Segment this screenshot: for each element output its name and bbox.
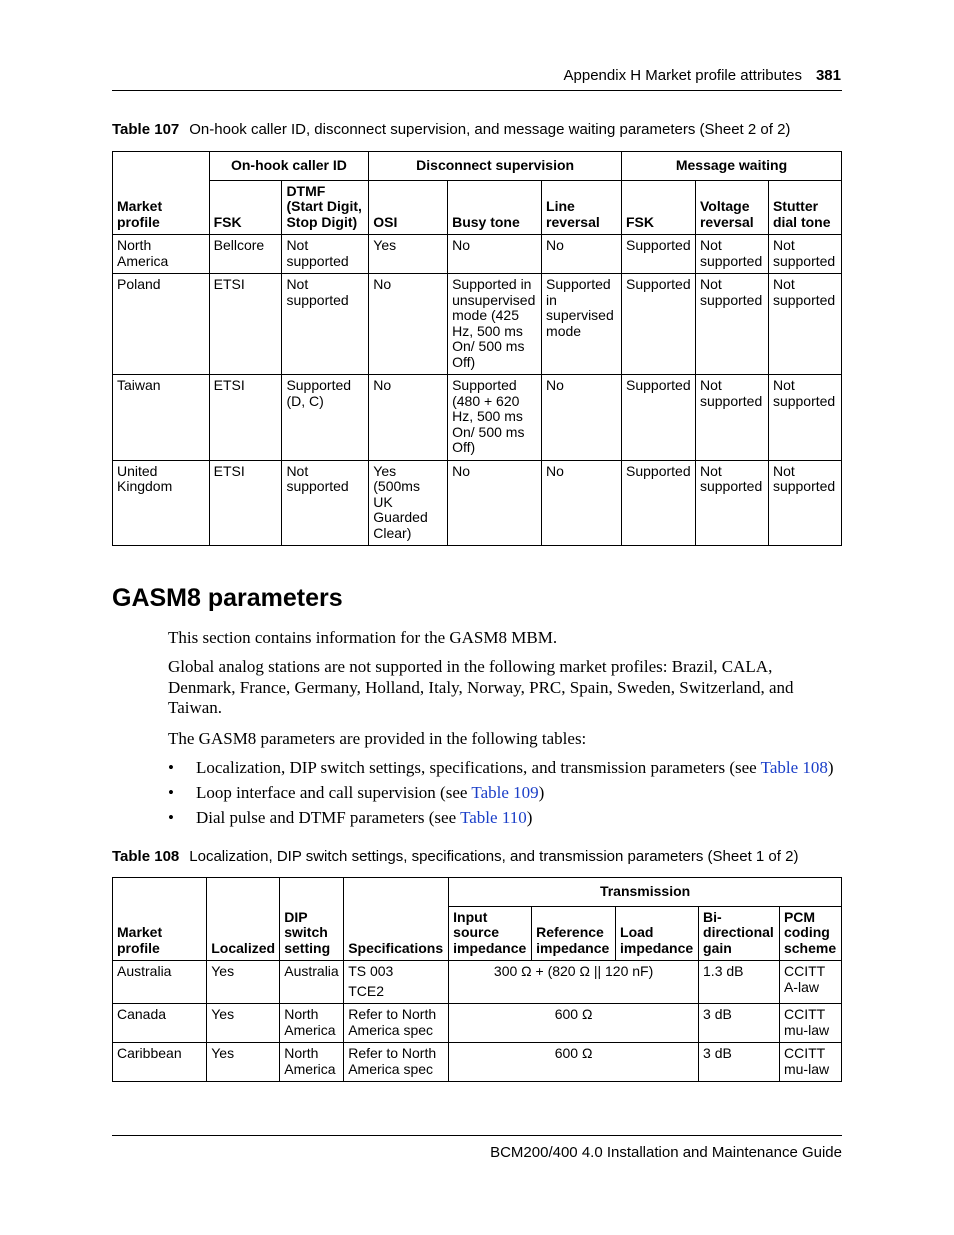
table-cell: Yes [207, 1043, 280, 1082]
list-item-text-after: ) [526, 808, 533, 827]
table-cell: Supported [622, 375, 696, 461]
table-cell: No [448, 460, 542, 546]
tables-intro-paragraph: The GASM8 parameters are provided in the following tables: [168, 729, 587, 748]
table-cell: Not supported [768, 274, 841, 375]
bullet-icon: • [168, 758, 174, 777]
col-header: Stutter dial tone [768, 180, 841, 235]
table-cell: Not supported [282, 274, 369, 375]
intro-paragraph: This section contains information for the GASM8 MBM. [168, 628, 558, 647]
table-cell: Yes [207, 961, 280, 1004]
table-cell: Canada [113, 1004, 207, 1043]
table-cell: Refer to North America spec [344, 1043, 449, 1082]
table-cell: CCITT mu-law [779, 1043, 841, 1082]
col-header: FSK [622, 180, 696, 235]
bullet-icon: • [168, 783, 174, 802]
table-cell: 1.3 dB [699, 961, 780, 1004]
list-item-text: Loop interface and call supervision (see [196, 783, 472, 802]
list-item-text-after: ) [538, 783, 545, 802]
table-107-label: Table 107 [112, 121, 180, 138]
table-cell: Supported (480 + 620 Hz, 500 ms On/ 500 ms Off) [448, 375, 542, 461]
table-cell: Taiwan [113, 375, 210, 461]
table-cell: United Kingdom [113, 460, 210, 546]
table-cell: Supported [622, 235, 696, 274]
table-cell: No [542, 460, 622, 546]
table-107-title: On-hook caller ID, disconnect supervision, and message waiting parameters (Sheet 2 of 2) [189, 121, 791, 138]
table-108-link[interactable]: Table 108 [760, 758, 828, 777]
col-header: PCM coding scheme [779, 906, 841, 961]
table-cell: 600 Ω [449, 1004, 699, 1043]
table-cell: No [542, 375, 622, 461]
list-item-text-after: ) [827, 758, 834, 777]
table-cell: Yes [369, 235, 448, 274]
col-header: FSK [209, 180, 282, 235]
list-item [168, 783, 544, 803]
table-row [113, 1043, 842, 1082]
table-cell: Poland [113, 274, 210, 375]
table-row [113, 961, 842, 1004]
table-cell: ETSI [209, 375, 282, 461]
table-cell: Supported in supervised mode [542, 274, 622, 375]
table-cell: Supported [622, 460, 696, 546]
section-heading: GASM8 parameters [112, 584, 343, 612]
table-cell: Not supported [695, 375, 768, 461]
list-item-text: Localization, DIP switch settings, specifications, and transmission parameters (see [196, 758, 761, 777]
table-cell: North America [280, 1043, 344, 1082]
spec-line: TCE2 [348, 982, 384, 999]
table-cell: Australia [280, 961, 344, 1004]
table-cell: Not supported [695, 460, 768, 546]
table-cell: Not supported [695, 274, 768, 375]
table-cell: 600 Ω [449, 1043, 699, 1082]
footer-title: BCM200/400 4.0 Installation and Maintenance Guide [490, 1144, 842, 1161]
col-header: Voltage reversal [695, 180, 768, 235]
table-107-header-row [113, 180, 842, 235]
table-110-link[interactable]: Table 110 [460, 808, 527, 827]
table-cell [344, 961, 449, 1004]
table-cell: 3 dB [699, 1043, 780, 1082]
col-header: Load impedance [616, 906, 699, 961]
table-cell: Supported in unsupervised mode (425 Hz, 500 ms On/ 500 ms Off) [448, 274, 542, 375]
table-cell: ETSI [209, 460, 282, 546]
table-cell: Refer to North America spec [344, 1004, 449, 1043]
table-107 [112, 151, 842, 546]
col-header: Bi-directional gain [699, 906, 780, 961]
footer-rule [112, 1135, 842, 1136]
table-cell: Not supported [768, 235, 841, 274]
col-header: Market profile [113, 152, 210, 235]
table-row [113, 375, 842, 461]
table-cell: Bellcore [209, 235, 282, 274]
col-header: Specifications [344, 878, 449, 961]
table-row [113, 235, 842, 274]
table-108-title: Localization, DIP switch settings, specifications, and transmission parameters (Sheet 1 of 2) [189, 848, 799, 865]
table-107-group-row [113, 152, 842, 181]
table-cell: Caribbean [113, 1043, 207, 1082]
table-cell: Not supported [282, 460, 369, 546]
col-header: Reference impedance [532, 906, 616, 961]
table-107-caption [112, 121, 790, 138]
table-cell: 300 Ω + (820 Ω || 120 nF) [449, 961, 699, 1004]
table-cell: Not supported [768, 460, 841, 546]
table-108 [112, 877, 842, 1082]
col-header: Busy tone [448, 180, 542, 235]
running-header [564, 67, 841, 84]
table-cell: CCITT A-law [779, 961, 841, 1004]
table-row [113, 274, 842, 375]
group-header-caller-id: On-hook caller ID [209, 152, 369, 181]
col-header: Line reversal [542, 180, 622, 235]
list-item-text: Dial pulse and DTMF parameters (see [196, 808, 461, 827]
page-number: 381 [815, 67, 841, 84]
col-header: Localized [207, 878, 280, 961]
table-108-label: Table 108 [112, 848, 180, 865]
table-cell: No [369, 274, 448, 375]
unsupported-profiles-paragraph: Global analog stations are not supported in the following market profiles: Brazil, CALA, Denmark, France, Germany, Holland, Italy, Norway, PRC, Spain, Sweden, Switzerland, and Taiwan. [168, 657, 794, 717]
table-cell: Australia [113, 961, 207, 1004]
table-cell: CCITT mu-law [779, 1004, 841, 1043]
col-header: DIP switch setting [280, 878, 344, 961]
table-cell: Supported [622, 274, 696, 375]
group-header-message-waiting: Message waiting [622, 152, 842, 181]
table-cell: Supported (D, C) [282, 375, 369, 461]
col-header: Market profile [113, 878, 207, 961]
table-cell: North America [280, 1004, 344, 1043]
col-header: DTMF (Start Digit, Stop Digit) [282, 180, 369, 235]
table-row [113, 1004, 842, 1043]
table-cell: No [369, 375, 448, 461]
table-cell: Yes [207, 1004, 280, 1043]
bullet-icon: • [168, 808, 174, 827]
table-108-group-row [113, 878, 842, 907]
table-cell: North America [113, 235, 210, 274]
table-row [113, 460, 842, 546]
table-cell: Not supported [768, 375, 841, 461]
table-cell: 3 dB [699, 1004, 780, 1043]
list-item [168, 808, 532, 828]
spec-line: TS 003 [348, 963, 394, 979]
table-cell: Yes (500ms UK Guarded Clear) [369, 460, 448, 546]
group-header-transmission: Transmission [449, 878, 842, 907]
table-cell: No [542, 235, 622, 274]
col-header: Input source impedance [449, 906, 532, 961]
header-section-title: Appendix H Market profile attributes [563, 67, 802, 84]
table-cell: Not supported [695, 235, 768, 274]
list-item [168, 758, 834, 778]
group-header-disconnect: Disconnect supervision [369, 152, 622, 181]
col-header: OSI [369, 180, 448, 235]
header-rule [112, 90, 842, 91]
table-cell: ETSI [209, 274, 282, 375]
table-cell: Not supported [282, 235, 369, 274]
table-cell: No [448, 235, 542, 274]
table-108-caption [112, 848, 798, 865]
table-109-link[interactable]: Table 109 [471, 783, 539, 802]
